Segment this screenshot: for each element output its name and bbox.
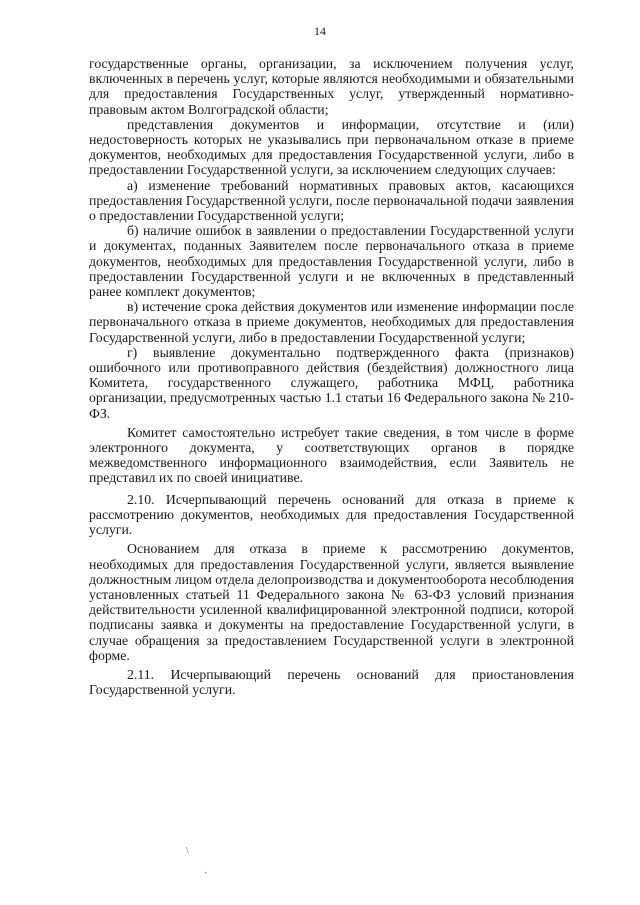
list-item-g: г) выявление документально подтвержденного факта (признаков) ошибочного или противоправного действия (бездействия) должностного лица Комитета, государственного служащего, работника МФЦ, работника организации, предусмотренных частью 1.1 статьи 16 Федерального закона № 210-ФЗ. bbox=[89, 344, 574, 421]
paragraph-documents-info: представления документов и информации, отсутствие и (или) недостоверность которых не указывались при первоначальном отказе в приеме документов, необходимых для предоставления Государственной услуги, либо в предоставлении Государственной услуги, за исключением следующих случаев: bbox=[89, 116, 574, 178]
section-heading-2-10: 2.10. Исчерпывающий перечень оснований для отказа в приеме к рассмотрению документов, необходимых для предоставления Государственной услуги. bbox=[89, 491, 574, 538]
list-item-b: б) наличие ошибок в заявлении о предоставлении Государственной услуги и документах, поданных Заявителем после первоначального отказа в приеме документов, необходимых для предоставления Государственной услуги, либо в предоставлении Государственной услуги и не включенных в представленный ранее комплект документов; bbox=[89, 223, 574, 300]
paragraph-committee: Комитет самостоятельно истребует такие сведения, в том числе в форме электронного документа, у соответствующих органов в порядке межведомственного информационного взаимодействия, если Заявитель не представил их по своей инициативе. bbox=[89, 424, 574, 486]
scan-mark: \ bbox=[186, 846, 189, 857]
list-item-a: а) изменение требований нормативных правовых актов, касающихся предоставления Государственной услуги, после первоначальной подачи заявления о предоставлении Государственной услуги; bbox=[89, 177, 574, 224]
list-item-v: в) истечение срока действия документов или изменение информации после первоначального отказа в приеме документов, необходимых для предоставления Государственной услуги, либо в предоставлении Государственной услуги; bbox=[89, 299, 574, 345]
page-number: 14 bbox=[314, 24, 326, 38]
scan-mark: · bbox=[204, 868, 208, 879]
section-heading-2-11: 2.11. Исчерпывающий перечень оснований для приостановления Государственной услуги. bbox=[89, 666, 574, 698]
paragraph-refusal-grounds: Основанием для отказа в приеме к рассмотрению документов, необходимых для предоставления Государственной услуги, является выявление должностным лицом отдела делопроизводства и документооборота несоблюдения установленных статьей 11 Федерального закона № 63-ФЗ условий признания действительности усиленной квалифицированной электронной подписи, которой подписаны заявка и документы на предоставление Государственной услуги, в случае обращения за предоставлением Государственной услуги в электронной форме. bbox=[89, 541, 574, 663]
document-body bbox=[89, 56, 574, 697]
paragraph-organizations: государственные органы, организации, за исключением получения услуг, включенных в перечень услуг, которые являются необходимыми и обязательными для предоставления Государственных услуг, утвержденный нормативно-правовым актом Волгоградской области; bbox=[89, 56, 574, 117]
